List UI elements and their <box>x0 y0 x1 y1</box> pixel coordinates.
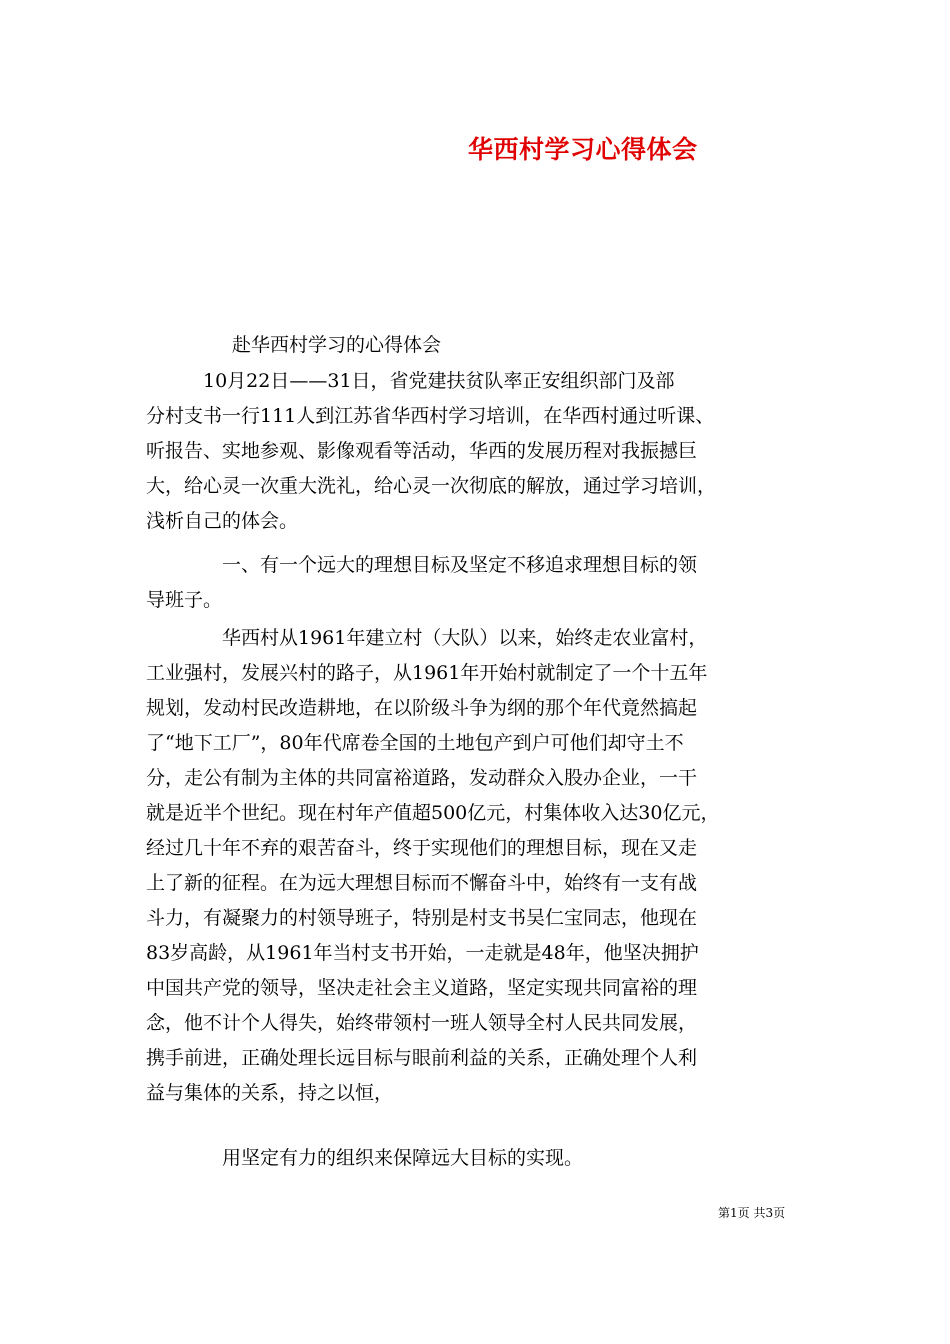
paragraph-body <box>146 621 816 1111</box>
paragraph-line: 听报告、实地参观、影像观看等活动，华西的发展历程对我振撼巨 <box>146 440 698 462</box>
paragraph-line: 就是近半个世纪。现在村年产值超500亿元，村集体收入达30亿元， <box>146 802 720 824</box>
paragraph-line: 浅析自己的体会。 <box>146 510 299 532</box>
paragraph-line: 大，给心灵一次重大洗礼，给心灵一次彻底的解放，通过学习培训， <box>146 475 717 497</box>
paragraph-line: 83岁高龄，从1961年当村支书开始，一走就是48年，他坚决拥护 <box>146 942 699 964</box>
paragraph-line: 导班子。 <box>146 589 223 611</box>
paragraph-intro <box>146 364 816 539</box>
paragraph-line: 工业强村，发展兴村的路子，从1961年开始村就制定了一个十五年 <box>146 662 708 684</box>
paragraph-line: 了“地下工厂”，80年代席卷全国的土地包产到户可他们却守土不 <box>146 732 684 754</box>
paragraph-line: 经过几十年不弃的艰苦奋斗，终于实现他们的理想目标，现在又走 <box>146 837 698 859</box>
paragraph-line: 一、有一个远大的理想目标及坚定不移追求理想目标的领 <box>146 554 698 576</box>
paragraph-line: 用坚定有力的组织来保障远大目标的实现。 <box>146 1147 584 1169</box>
paragraph-closing <box>146 1141 816 1176</box>
paragraph-line: 分，走公有制为主体的共同富裕道路，发动群众入股办企业，一干 <box>146 767 698 789</box>
paragraph-line: 益与集体的关系，持之以恒， <box>146 1082 394 1104</box>
document-subtitle: 赴华西村学习的心得体会 <box>232 334 442 356</box>
document-title: 华西村学习心得体会 <box>468 135 698 164</box>
paragraph-line: 华西村从1961年建立村（大队）以来，始终走农业富村， <box>146 627 708 649</box>
paragraph-line: 斗力，有凝聚力的村领导班子，特别是村支书吴仁宝同志，他现在 <box>146 907 698 929</box>
section-heading-1 <box>146 548 816 618</box>
paragraph-line: 分村支书一行111人到江苏省华西村学习培训，在华西村通过听课、 <box>146 405 715 427</box>
paragraph-line: 携手前进，正确处理长远目标与眼前利益的关系，正确处理个人利 <box>146 1047 698 1069</box>
paragraph-line: 规划，发动村民改造耕地，在以阶级斗争为纲的那个年代竟然搞起 <box>146 697 698 719</box>
paragraph-line: 上了新的征程。在为远大理想目标而不懈奋斗中，始终有一支有战 <box>146 872 698 894</box>
page-footer: 第1页 共3页 <box>718 1206 786 1220</box>
paragraph-line: 10月22日——31日，省党建扶贫队率正安组织部门及部 <box>146 370 675 392</box>
paragraph-line: 念，他不计个人得失，始终带领村一班人领导全村人民共同发展， <box>146 1012 698 1034</box>
paragraph-line: 中国共产党的领导，坚决走社会主义道路，坚定实现共同富裕的理 <box>146 977 698 999</box>
